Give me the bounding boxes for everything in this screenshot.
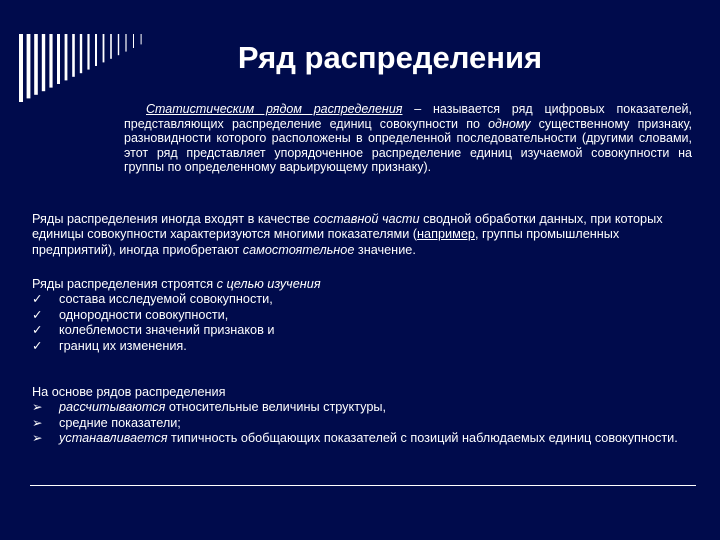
definition-text-2: существенному признаку, разновидности которого расположены в определенной последовательности (другими словами, этот ряд представляет упорядоченное распределение единиц изучаемой совокупности на группы по определенному варьирующему признаку). xyxy=(124,116,692,175)
list-item-text: средние показатели; xyxy=(59,415,181,430)
checkmark-icon: ✓ xyxy=(32,292,43,307)
purposes-list xyxy=(32,292,696,354)
checkmark-icon: ✓ xyxy=(32,323,43,338)
uses-lead: На основе рядов распределения xyxy=(32,385,226,399)
paragraph-uses xyxy=(32,385,696,447)
checkmark-icon: ✓ xyxy=(32,307,43,322)
arrow-bullet-icon: ➢ xyxy=(32,415,43,430)
list-item-text: однородности совокупности, xyxy=(59,307,229,322)
arrow-bullet-icon: ➢ xyxy=(32,431,43,446)
list-item-emphasis: рассчитываются xyxy=(59,400,166,415)
checkmark-icon: ✓ xyxy=(32,338,43,353)
para1-emphasis-2: самостоятельное xyxy=(242,242,355,257)
list-item xyxy=(32,400,696,415)
list-item xyxy=(32,431,696,446)
para1-text-3: , группы промышленных предприятий), иногда приобретают xyxy=(32,227,620,257)
definition-text-1: – называется ряд цифровых показателей, представляющих распределение единиц совокупности по xyxy=(124,102,692,131)
para1-text-1: Ряды распределения иногда входят в качестве xyxy=(32,212,314,226)
list-item-text: относительные величины структуры, xyxy=(165,400,387,415)
para1-text-2: сводной обработки данных, при которых единицы совокупности характеризуются многими показателями ( xyxy=(32,212,663,242)
purposes-lead xyxy=(32,277,696,292)
list-item-text: колеблемости значений признаков и xyxy=(59,323,275,338)
para1-emphasis-1: составной части xyxy=(313,212,420,226)
list-item xyxy=(32,292,696,307)
list-item-text: состава исследуемой совокупности, xyxy=(59,292,273,307)
arrow-bullet-icon: ➢ xyxy=(32,400,43,415)
list-item-text: границ их изменения. xyxy=(59,338,187,353)
definition-paragraph xyxy=(124,102,692,175)
paragraph-purposes xyxy=(32,277,696,354)
uses-list xyxy=(32,400,696,446)
list-item-emphasis: устанавливается xyxy=(59,431,168,446)
purposes-lead-text: Ряды распределения строятся xyxy=(32,277,217,291)
slide-title: Ряд распределения xyxy=(237,40,543,75)
list-item xyxy=(32,308,696,323)
list-item-text: типичность обобщающих показателей с позиций наблюдаемых единиц совокупности. xyxy=(167,431,678,446)
para1-example-link[interactable]: например xyxy=(417,227,475,242)
list-item xyxy=(32,323,696,338)
list-item xyxy=(32,339,696,354)
paragraph-composite xyxy=(32,212,696,258)
bottom-divider xyxy=(30,485,696,486)
list-item xyxy=(32,416,696,431)
purposes-lead-emphasis: с целью изучения xyxy=(216,277,321,291)
definition-emphasis: одному xyxy=(488,116,531,131)
para1-text-4: значение. xyxy=(354,242,416,257)
definition-term: Статистическим рядом распределения xyxy=(146,102,403,116)
